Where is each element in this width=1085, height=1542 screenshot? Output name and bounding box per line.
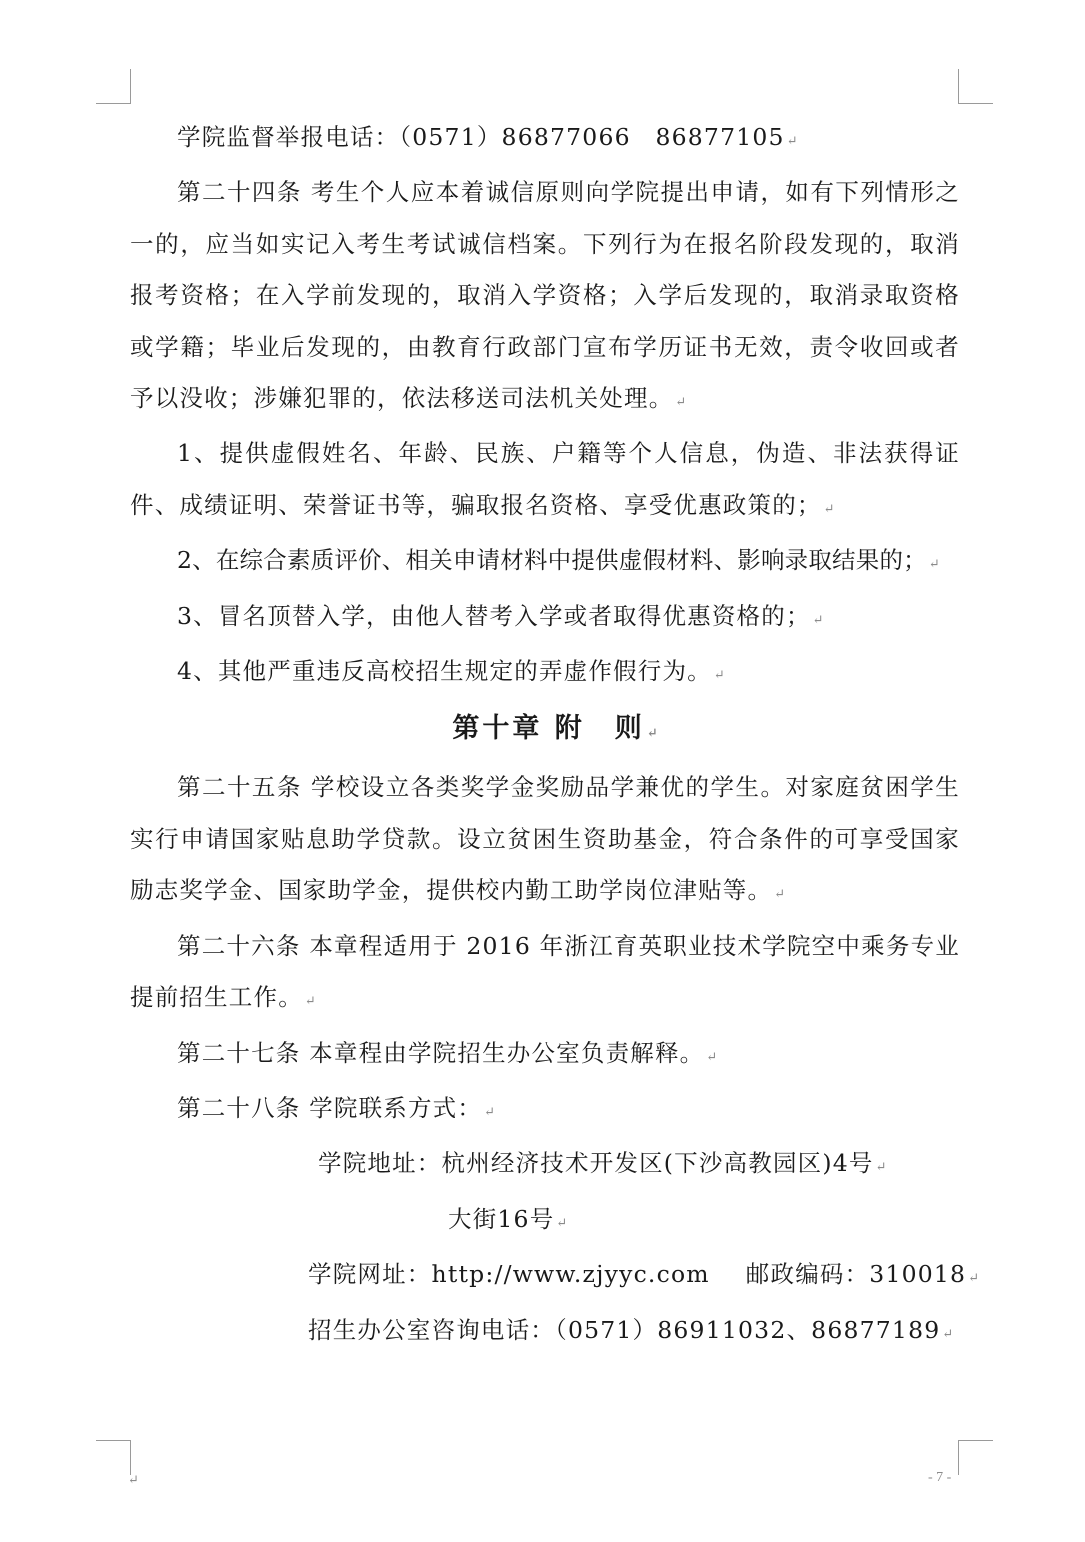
admissions-phone-line <box>130 1305 960 1360</box>
paragraph-mark: ↵ <box>706 1049 718 1065</box>
website-line <box>130 1249 980 1304</box>
paragraph-mark: ↵ <box>713 668 725 684</box>
paragraph-article-27: 第二十七条 本章程由学院招生办公室负责解释。 ↵ <box>177 1038 718 1067</box>
list-item-4: 4、其他严重违反高校招生规定的弄虚作假行为。 ↵ <box>177 657 725 686</box>
corner-mark-bottom-right <box>958 1440 993 1475</box>
paragraph-mark: ↵ <box>812 612 824 628</box>
paragraph-mark: ↵ <box>968 1271 980 1287</box>
footer-paragraph-mark: ↵ <box>128 1473 139 1488</box>
corner-mark-bottom-left <box>96 1440 131 1475</box>
chapter-heading: 第十章 附 则 ↵ <box>452 713 658 745</box>
list-item-2: 2、在综合素质评价、相关申请材料中提供虚假材料、影响录取结果的； ↵ <box>177 546 940 575</box>
paragraph-mark: ↵ <box>942 1326 954 1342</box>
list-item-3: 3、冒名顶替入学，由他人替考入学或者取得优惠资格的； ↵ <box>177 601 824 630</box>
paragraph-mark: ↵ <box>556 1215 568 1231</box>
address-line-1 <box>130 1138 960 1193</box>
phone-value: （0571）86911032、86877189 <box>555 1315 941 1344</box>
paragraph-mark: ↵ <box>823 501 835 517</box>
paragraph-mark: ↵ <box>774 887 786 903</box>
paragraph-mark: ↵ <box>928 557 940 573</box>
paragraph-mark: ↵ <box>786 134 798 149</box>
paragraph-report-phone: 学院监督举报电话：（0571）86877066 86877105 ↵ <box>177 123 798 151</box>
paragraph-mark: ↵ <box>875 1160 887 1176</box>
address-line-2: 大街16号 ↵ <box>448 1204 568 1233</box>
address-value: 杭州经济技术开发区(下沙高教园区)4号 <box>441 1149 874 1178</box>
address-label: 学院地址： <box>318 1149 442 1178</box>
corner-mark-top-right <box>958 69 993 104</box>
paragraph-mark: ↵ <box>484 1104 495 1120</box>
paragraph-mark: ↵ <box>304 994 316 1010</box>
paragraph-article-28: 第二十八条 学院联系方式： ↵ <box>177 1093 495 1122</box>
postcode-value: 310018 <box>869 1260 967 1289</box>
paragraph-mark: ↵ <box>675 395 687 411</box>
postcode-label: 邮政编码： <box>745 1260 870 1289</box>
list-item-1: 1、提供虚假姓名、年龄、民族、户籍等个人信息，伪造、非法获得证件、成绩证明、荣誉证书等，骗取报名资格、享受优惠政策的； ↵ <box>130 439 960 519</box>
paragraph-article-25: 第二十五条 学校设立各类奖学金奖励品学兼优的学生。对家庭贫困学生实行申请国家贴息助学贷款。设立贫困生资助基金，符合条件的可享受国家励志奖学金、国家助学金，提供校内勤工助学岗位津贴等。 ↵ <box>130 773 960 905</box>
page-number: - 7 - <box>928 1470 952 1485</box>
phone-label: 招生办公室咨询电话： <box>308 1315 555 1344</box>
corner-mark-top-left <box>96 69 131 104</box>
document-body <box>130 112 980 1360</box>
paragraph-mark: ↵ <box>646 726 658 742</box>
paragraph-article-26: 第二十六条 本章程适用于 2016 年浙江育英职业技术学院空中乘务专业提前招生工作。 ↵ <box>130 931 960 1012</box>
website-url: http://www.zjyyc.com <box>431 1260 710 1289</box>
paragraph-article-24: 第二十四条 考生个人应本着诚信原则向学院提出申请，如有下列情形之一的，应当如实记入考生考试诚信档案。下列行为在报名阶段发现的，取消报考资格；在入学前发现的，取消入学资格；入学后发现的，取消录取资格或学籍；毕业后发现的，由教育行政部门宣布学历证书无效，责令收回或者予以没收；涉嫌犯罪的，依法移送司法机关处理。 ↵ <box>130 178 960 413</box>
website-label: 学院网址： <box>308 1260 432 1289</box>
